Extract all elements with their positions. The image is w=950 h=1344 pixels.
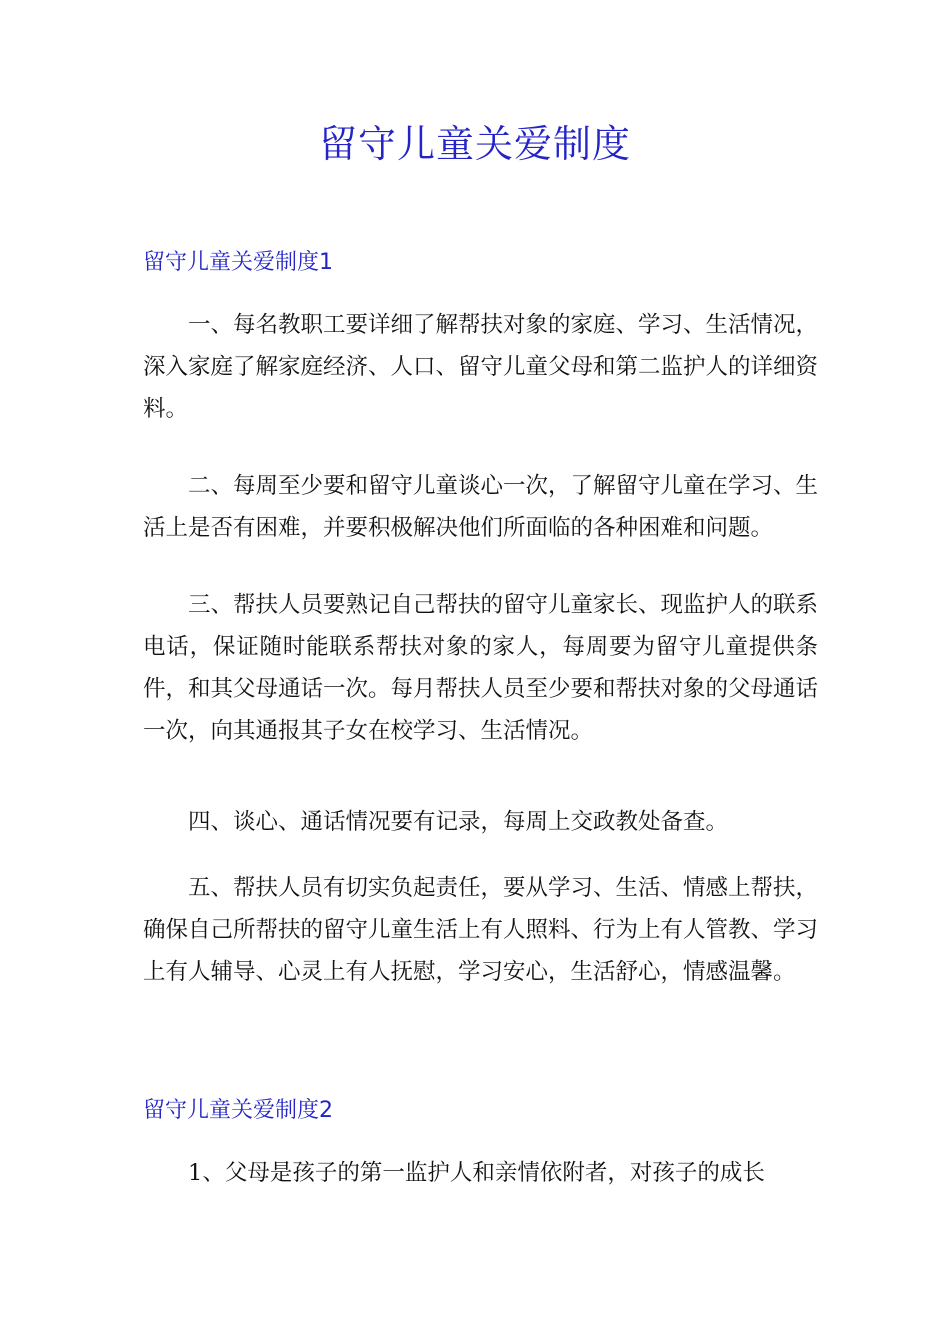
section-heading-2: 留守儿童关爱制度2 <box>143 1098 333 1123</box>
paragraph-2-1: 1、父母是孩子的第一监护人和亲情依附者，对孩子的成长 <box>188 1160 765 1186</box>
paragraph-1-2: 二、每周至少要和留守儿童谈心一次，了解留守儿童在学习、生活上是否有困难，并要积极解决他们所面临的各种困难和问题。 <box>143 473 819 541</box>
paragraph-1-5: 五、帮扶人员有切实负起责任，要从学习、生活、情感上帮扶，确保自己所帮扶的留守儿童生活上有人照料、行为上有人管教、学习上有人辅导、心灵上有人抚慰，学习安心，生活舒心，情感温馨。 <box>143 875 819 985</box>
paragraph-1-1: 一、每名教职工要详细了解帮扶对象的家庭、学习、生活情况，深入家庭了解家庭经济、人口、留守儿童父母和第二监护人的详细资料。 <box>143 312 819 422</box>
section-heading-1: 留守儿童关爱制度1 <box>143 250 333 275</box>
paragraph-1-4: 四、谈心、通话情况要有记录，每周上交政教处备查。 <box>188 809 729 835</box>
paragraph-1-3: 三、帮扶人员要熟记自己帮扶的留守儿童家长、现监护人的联系电话，保证随时能联系帮扶对象的家人，每周要为留守儿童提供条件，和其父母通话一次。每月帮扶人员至少要和帮扶对象的父母通话一次，向其通报其子女在校学习、生活情况。 <box>143 592 819 744</box>
document-title: 留守儿童关爱制度 <box>318 122 631 166</box>
